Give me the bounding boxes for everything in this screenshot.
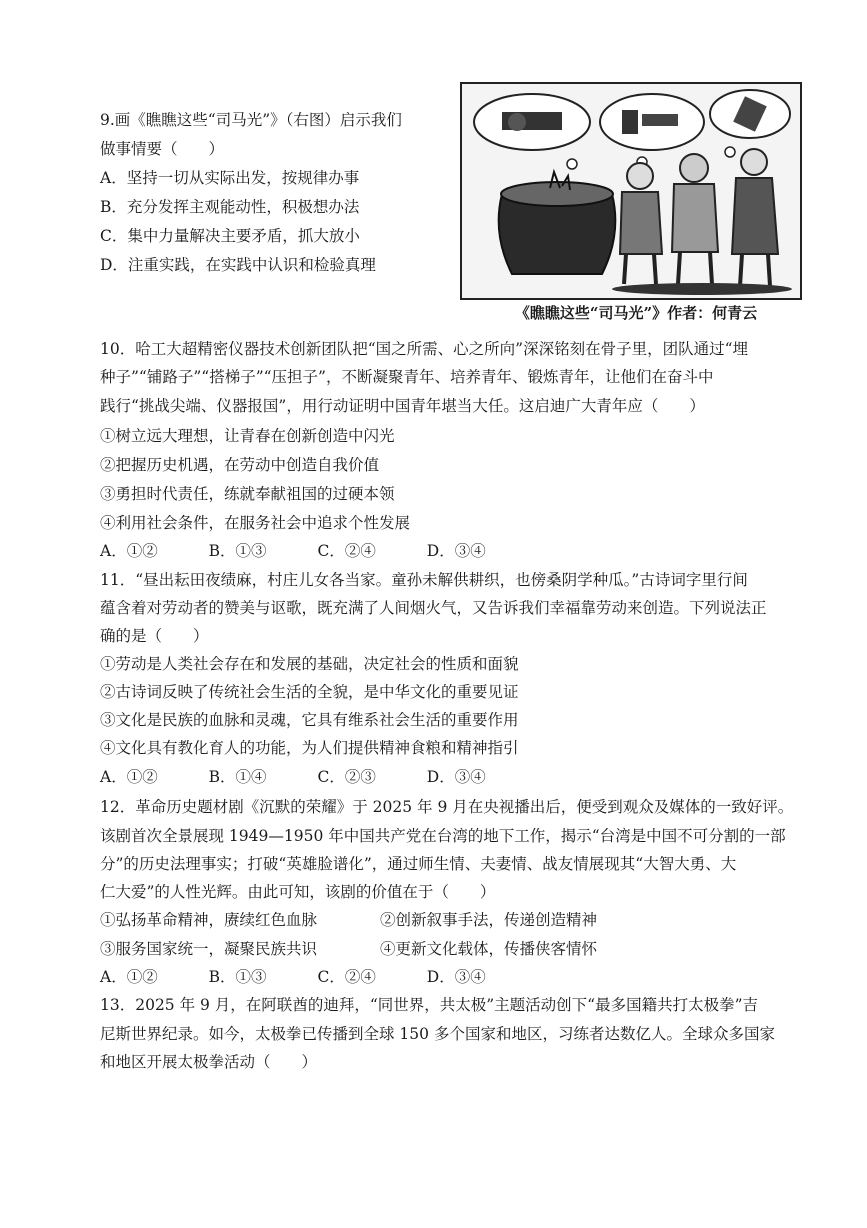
q12-choice-a: A．①② bbox=[100, 968, 158, 986]
q11-stem-line-3: 确的是（ ） bbox=[100, 627, 209, 645]
cartoon-illustration bbox=[460, 82, 802, 300]
q12-choices bbox=[100, 967, 532, 987]
q11-stem-line-1: 11．“昼出耘田夜绩麻，村庄儿女各当家。童孙未解供耕织，也傍桑阴学种瓜。”古诗词字里行间 bbox=[100, 571, 748, 589]
q10-item-4: ④利用社会条件，在服务社会中追求个性发展 bbox=[100, 514, 411, 532]
cartoon-caption: 《瞧瞧这些“司马光”》作者：何青云 bbox=[514, 304, 758, 322]
q12-choice-d: D．③④ bbox=[426, 968, 486, 986]
q10-item-1: ①树立远大理想，让青春在创新创造中闪光 bbox=[100, 427, 395, 445]
q12-stem-line-3: 分”的历史法理事实；打破“英雄脸谱化”，通过师生情、夫妻情、战友情展现其“大智大勇、大 bbox=[100, 855, 737, 873]
q11-choice-b: B．①④ bbox=[208, 768, 267, 786]
q11-choice-a: A．①② bbox=[100, 768, 158, 786]
q12-stem-line-2: 该剧首次全景展现 1949—1950 年中国共产党在台湾的地下工作，揭示“台湾是中国不可分割的一部 bbox=[100, 827, 786, 845]
q12-items-row-2 bbox=[100, 939, 660, 959]
q11-choices bbox=[100, 767, 532, 787]
q10-item-3: ③勇担时代责任，练就奉献祖国的过硬本领 bbox=[100, 485, 395, 503]
q12-item-3: ③服务国家统一，凝聚民族共识 bbox=[100, 940, 318, 958]
q9-option-c: C．集中力量解决主要矛盾，抓大放小 bbox=[100, 227, 360, 245]
q12-stem-line-4: 仁大爱”的人性光辉。由此可知，该剧的价值在于（ ） bbox=[100, 883, 496, 901]
q12-item-1: ①弘扬革命精神，赓续红色血脉 bbox=[100, 911, 318, 929]
q9-option-a: A．坚持一切从实际出发，按规律办事 bbox=[100, 169, 360, 187]
q9-option-d: D．注重实践，在实践中认识和检验真理 bbox=[100, 256, 376, 274]
q13-stem-line-2: 尼斯世界纪录。如今，太极拳已传播到全球 150 多个国家和地区，习练者达数亿人。全球众多国家 bbox=[100, 1025, 775, 1043]
q11-choice-c: C．②③ bbox=[317, 768, 376, 786]
q9-option-b: B．充分发挥主观能动性，积极想办法 bbox=[100, 198, 360, 216]
q13-stem-line-1: 13．2025 年 9 月，在阿联酋的迪拜，“同世界，共太极”主题活动创下“最多国籍共打太极拳”吉 bbox=[100, 996, 759, 1014]
q9-stem-line-1: 9.画《瞧瞧这些“司马光”》（右图）启示我们 bbox=[100, 111, 402, 129]
q10-stem-line-1: 10．哈工大超精密仪器技术创新团队把“国之所需、心之所向”深深铭刻在骨子里，团队通过“埋 bbox=[100, 340, 748, 358]
q11-stem-line-2: 蕴含着对劳动者的赞美与讴歌，既充满了人间烟火气，又告诉我们幸福靠劳动来创造。下列说法正 bbox=[100, 599, 767, 617]
q10-item-2: ②把握历史机遇，在劳动中创造自我价值 bbox=[100, 456, 380, 474]
q12-choice-c: C．②④ bbox=[317, 968, 376, 986]
q13-stem-line-3: 和地区开展太极拳活动（ ） bbox=[100, 1053, 318, 1071]
q10-stem-line-2: 种子”“铺路子”“搭梯子”“压担子”，不断凝聚青年、培养青年、锻炼青年，让他们在奋斗中 bbox=[100, 368, 714, 386]
q11-choice-d: D．③④ bbox=[426, 768, 486, 786]
q12-choice-b: B．①③ bbox=[208, 968, 267, 986]
q10-choices bbox=[100, 541, 532, 561]
q11-item-2: ②古诗词反映了传统社会生活的全貌，是中华文化的重要见证 bbox=[100, 683, 519, 701]
q12-stem-line-1: 12．革命历史题材剧《沉默的荣耀》于 2025 年 9 月在央视播出后，便受到观众及媒体的一致好评。 bbox=[100, 798, 794, 816]
cartoon-drawing bbox=[462, 84, 800, 298]
q12-items-row-1 bbox=[100, 910, 660, 930]
q11-item-3: ③文化是民族的血脉和灵魂，它具有维系社会生活的重要作用 bbox=[100, 711, 519, 729]
q12-item-4: ④更新文化载体，传播侠客情怀 bbox=[380, 940, 598, 958]
q11-item-4: ④文化具有教化育人的功能，为人们提供精神食粮和精神指引 bbox=[100, 739, 519, 757]
q10-choice-c: C．②④ bbox=[317, 542, 376, 560]
q11-item-1: ①劳动是人类社会存在和发展的基础，决定社会的性质和面貌 bbox=[100, 655, 519, 673]
q10-stem-line-3: 践行“挑战尖端、仪器报国”，用行动证明中国青年堪当大任。这启迪广大青年应（ ） bbox=[100, 397, 705, 415]
q12-item-2: ②创新叙事手法，传递创造精神 bbox=[380, 911, 598, 929]
q9-stem-line-2: 做事情要（ ） bbox=[100, 140, 225, 158]
q10-choice-d: D．③④ bbox=[426, 542, 486, 560]
q10-choice-b: B．①③ bbox=[208, 542, 267, 560]
q10-choice-a: A．①② bbox=[100, 542, 158, 560]
